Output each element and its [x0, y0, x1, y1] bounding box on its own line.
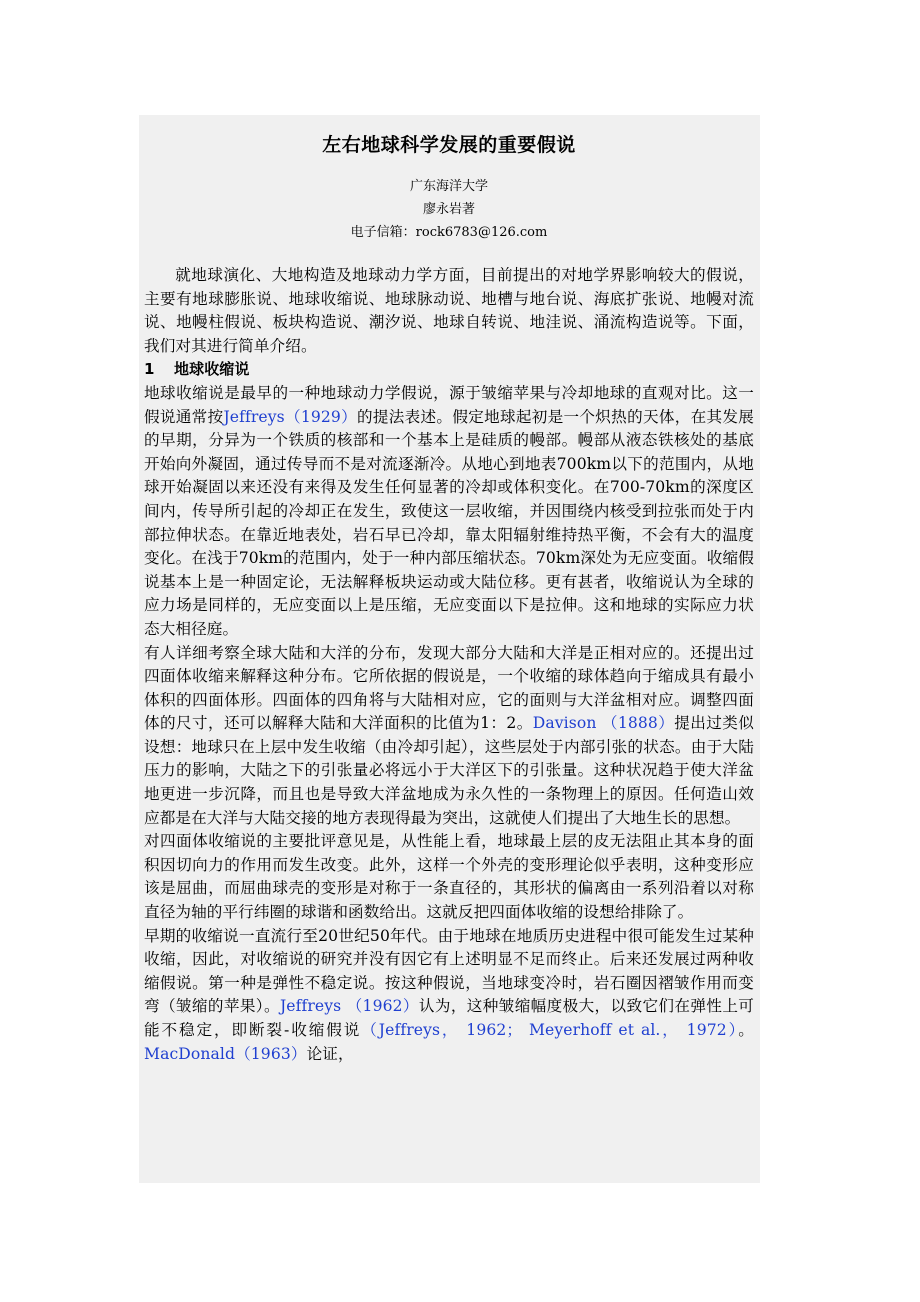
paragraph-text: 有人详细考察全球大陆和大洋的分布，发现大部分大陆和大洋是正相对应的。还提出过四面体收缩来解释这种分布。它所依据的假说是，一个收缩的球体趋向于缩成具有最小体积的四面体形。四面体的四角将与大陆相对应，它的面则与大洋盆相对应。调整四面体的尺寸，还可以解释大陆和大洋面积的比值为1：2。: [144, 643, 754, 733]
citation-macdonald-1963: MacDonald（1963）: [144, 1044, 307, 1063]
section-title: 地球收缩说: [174, 360, 250, 379]
paragraph-text: 认为，这种皱缩幅度极大，以致它们在弹性上可能不稳定，即断裂-收缩假说: [144, 997, 754, 1039]
paragraph-text: 早期的收缩说一直流行至20世纪50年代。由于地球在地质历史进程中很可能发生过某种收缩，因此，对收缩说的研究并没有因它有上述明显不足而终止。后来还发展过两种收缩假说。第一种是弹性不稳定说。按这种假说，当地球变冷时，岩石圈因褶皱作用而变弯（皱缩的苹果）。: [144, 926, 754, 1016]
citation-jeffreys-meyerhoff: （Jeffreys， 1962； Meyerhoff et al.， 1972）: [361, 1021, 739, 1039]
paragraph-text: 。: [738, 1021, 754, 1039]
paragraph-3: 对四面体收缩说的主要批评意见是，从性能上看，地球最上层的皮无法阻止其本身的面积因切向力的作用而发生改变。此外，这样一个外壳的变形理论似乎表明，这种变形应该是屈曲，而屈曲球壳的变形是对称于一条直径的，其形状的偏离由一系列沿着以对称直径为轴的平行纬圈的球谐和函数给出。这就反把四面体收缩的设想给排除了。: [144, 832, 754, 922]
paragraph-text: 论证，: [306, 1044, 354, 1063]
author: 廖永岩著: [422, 202, 475, 217]
paragraph-2: [144, 642, 754, 831]
citation-davison-1888: Davison （1888）: [532, 714, 675, 733]
intro-paragraph: 就地球演化、大地构造及地球动力学方面，目前提出的对地学界影响较大的假说，主要有地球膨胀说、地球收缩说、地球脉动说、地槽与地台说、海底扩张说、地幔对流说、地幔柱假说、板块构造说、潮汐说、地球自转说、地洼说、涌流构造说等。下面，我们对其进行简单介绍。: [144, 266, 754, 355]
affiliation: 广东海洋大学: [409, 179, 488, 194]
citation-jeffreys-1929: Jeffreys（1929）: [223, 407, 357, 426]
document-title: 左右地球科学发展的重要假说: [322, 134, 576, 156]
citation-jeffreys-1962: Jeffreys （1962）: [279, 997, 419, 1016]
section-heading: [144, 358, 754, 382]
paragraph-text: 的提法表述。假定地球起初是一个炽热的天体，在其发展的早期，分异为一个铁质的核部和一个基本上是硅质的幔部。幔部从液态铁核处的基底开始向外凝固，通过传导而不是对流逐渐冷。从地心到地表700km以下的范围内，从地球开始凝固以来还没有来得及发生任何显著的冷却或体积变化。在700-70km的深度区间内，传导所引起的冷却正在发生，致使这一层收缩，并因围绕内核受到拉张而处于内部拉伸状态。在靠近地表处，岩石早已冷却，靠太阳辐射维持热平衡，不会有大的温度变化。在浅于70km的范围内，处于一种内部压缩状态。70km深处为无应变面。收缩假说基本上是一种固定论，无法解释板块运动或大陆位移。更有甚者，收缩说认为全球的应力场是同样的，无应变面以上是压缩，无应变面以下是拉伸。这和地球的实际应力状态大相径庭。: [144, 407, 754, 638]
paragraph-text: 地球收缩说是最早的一种地球动力学假说，源于皱缩苹果与冷却地球的直观对比。这一假说通常按: [144, 383, 754, 426]
document-page: [139, 115, 760, 1183]
paragraph-4: [144, 925, 754, 1067]
document-body: [144, 264, 754, 1066]
paragraph-text: 提出过类似设想：地球只在上层中发生收缩（由冷却引起），这些层处于内部引张的状态。由于大陆压力的影响，大陆之下的引张量必将远小于大洋区下的引张量。这种状况趋于使大洋盆地更进一步沉降，而且也是导致大洋盆地成为永久性的一条物理上的原因。任何造山效应都是在大洋与大陆交接的地方表现得最为突出，这就使人们提出了大地生长的思想。: [144, 714, 754, 827]
section-number: 1: [144, 360, 155, 379]
email-line: 电子信箱：rock6783@126.com: [350, 225, 548, 240]
paragraph-1: [144, 382, 754, 642]
